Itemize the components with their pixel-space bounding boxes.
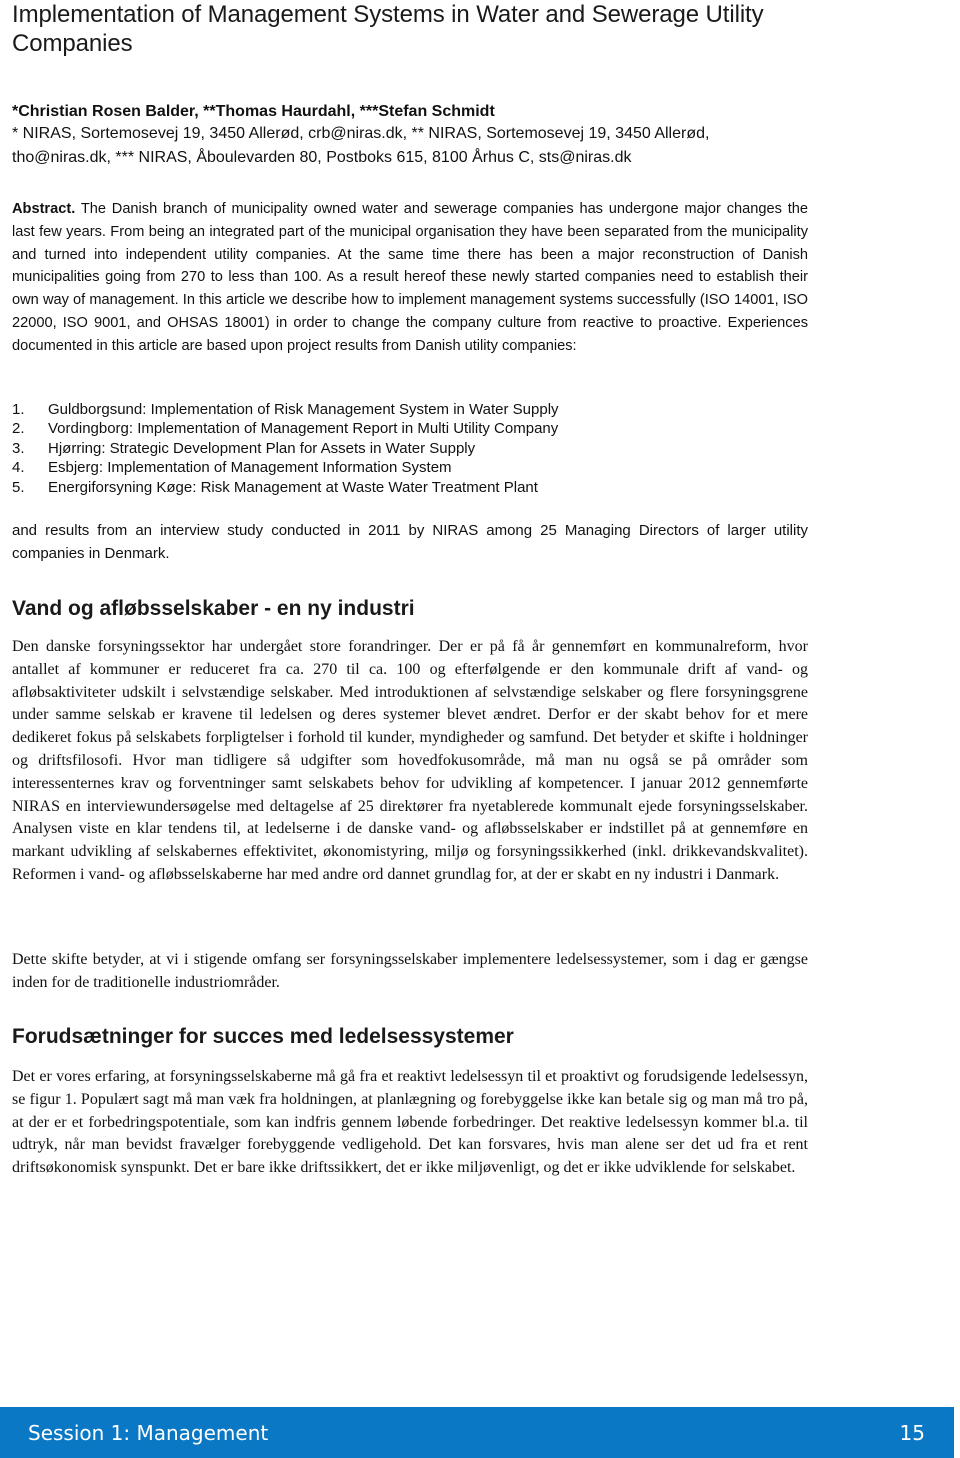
- results-paragraph: and results from an interview study conducted in 2011 by NIRAS among 25 Managing Directors of larger utility companies in Denmark.: [12, 522, 808, 562]
- list-text: Energiforsyning Køge: Risk Management at Waste Water Treatment Plant: [48, 478, 538, 496]
- list-text: Hjørring: Strategic Development Plan for Assets in Water Supply: [48, 439, 476, 457]
- abstract-label: Abstract.: [12, 201, 76, 217]
- list-number: 3.: [12, 439, 25, 457]
- list-item: [12, 419, 559, 438]
- list-text: Esbjerg: Implementation of Management Information System: [48, 459, 452, 477]
- affiliations: * NIRAS, Sortemosevej 19, 3450 Allerød, crb@niras.dk, ** NIRAS, Sortemosevej 19, 3450 Allerød, tho@niras.dk, *** NIRAS, Åboulevarden 80, Postboks 615, 8100 Århus C, sts@niras.dk: [12, 125, 710, 166]
- section1-paragraph-1: Den danske forsyningssektor har undergået store forandringer. Der er på få år gennemført en kommunalreform, hvor antallet af kommuner er reduceret fra ca. 270 til ca. 100 og efterfølgende er den kommunale drift af vand- og afløbsaktiviteter udskilt i selvstændige selskaber. Med introduktionen af selvstændige selskaber og flere forsyningsgrene under samme selskab er kravene til ledelsen og deres systemer blevet ændret. Derfor er der skabt behov for et mere dedikeret fokus på selskabets forpligtelser i forhold til kunder, myndigheder og samfund. Det betyder et skifte i holdninger og driftsfilosofi. Hvor man tidligere så udgifter som hovedfokusområde, må man nu også se på områder som interessenternes krav og forventninger samt selskabets behov for udvikling af kompetencer. I januar 2012 gennemførte NIRAS en interviewundersøgelse med deltagelse af 25 direktører fra nyetablerede kommunalt ejede forsyningsselskaber. Analysen viste en klar tendens til, at ledelserne i de danske vand- og afløbsselskaber er indstillet på at gennemføre en markant udvikling af selskabernes effektivitet, økonomistyring, miljø og forsyningssikkerhed (inkl. drikkevandskvalitet). Reformen i vand- og afløbsselskaberne har med andre ord dannet grundlag for, at der er skabt en ny industri i Danmark.: [12, 638, 808, 883]
- list-item: [12, 478, 559, 497]
- footer-bar: [0, 1407, 954, 1458]
- section-heading-vand: Vand og afløbsselskaber - en ny industri: [12, 597, 415, 620]
- abstract-text: The Danish branch of municipality owned water and sewerage companies has undergone major changes the last few years. From being an integrated part of the municipal organisation they have been separated from the municipality and turned into independent utility companies. At the same time there has been a major reconstruction of Danish municipalities going from 270 to less than 100. As a result hereof these newly started companies need to establish their own way of management. In this article we describe how to implement management systems successfully (ISO 14001, ISO 22000, ISO 9001, and OHSAS 18001) in order to change the company culture from reactive to proactive. Experiences documented in this article are based upon project results from Danish utility companies:: [12, 201, 808, 354]
- list-text: Vordingborg: Implementation of Management Report in Multi Utility Company: [48, 420, 559, 438]
- abstract: [12, 198, 808, 358]
- section1-paragraph-2: Dette skifte betyder, at vi i stigende omfang ser forsyningsselskaber implementere ledelsessystemer, som i dag er gængse inden for de traditionelle industriområder.: [12, 951, 808, 991]
- list-number: 4.: [12, 459, 25, 477]
- list-item: [12, 400, 559, 419]
- list-item: [12, 439, 559, 458]
- paper-title: Implementation of Management Systems in Water and Sewerage Utility Companies: [12, 1, 764, 57]
- list-number: 5.: [12, 478, 25, 496]
- list-item: [12, 458, 559, 477]
- list-number: 1.: [12, 401, 25, 418]
- author-list: *Christian Rosen Balder, **Thomas Haurdahl, ***Stefan Schmidt: [12, 103, 495, 120]
- list-number: 2.: [12, 420, 25, 438]
- list-text: Guldborgsund: Implementation of Risk Management System in Water Supply: [48, 401, 559, 418]
- document-page: [12, 0, 808, 1177]
- case-list: [12, 400, 559, 497]
- section2-paragraph-1: Det er vores erfaring, at forsyningsselskaberne må gå fra et reaktivt ledelsessyn til et proaktivt og forudsigende ledelsessyn, se figur 1. Populært sagt må man væk fra holdningen, at planlægning og forebyggelse ikke kan betale sig og man må tro på, at der er et forbedringspotentiale, som kan indfris gennem løbende forbedringer. Det reaktive ledelsessyn kommer bl.a. til udtryk, når man bevidst fravælger forebyggende vedligehold. Det kan forsvares, hvis man alene ser det ud fra et rent driftsøkonomisk synspunkt. Det er bare ikke driftssikkert, det er ikke miljøvenligt, og det er ikke udviklende for selskabet.: [12, 1068, 808, 1177]
- page-number: 15: [899, 1421, 925, 1445]
- session-label: Session 1: Management: [28, 1421, 269, 1445]
- section-heading-forudsaetninger: Forudsætninger for succes med ledelsessystemer: [12, 1025, 514, 1048]
